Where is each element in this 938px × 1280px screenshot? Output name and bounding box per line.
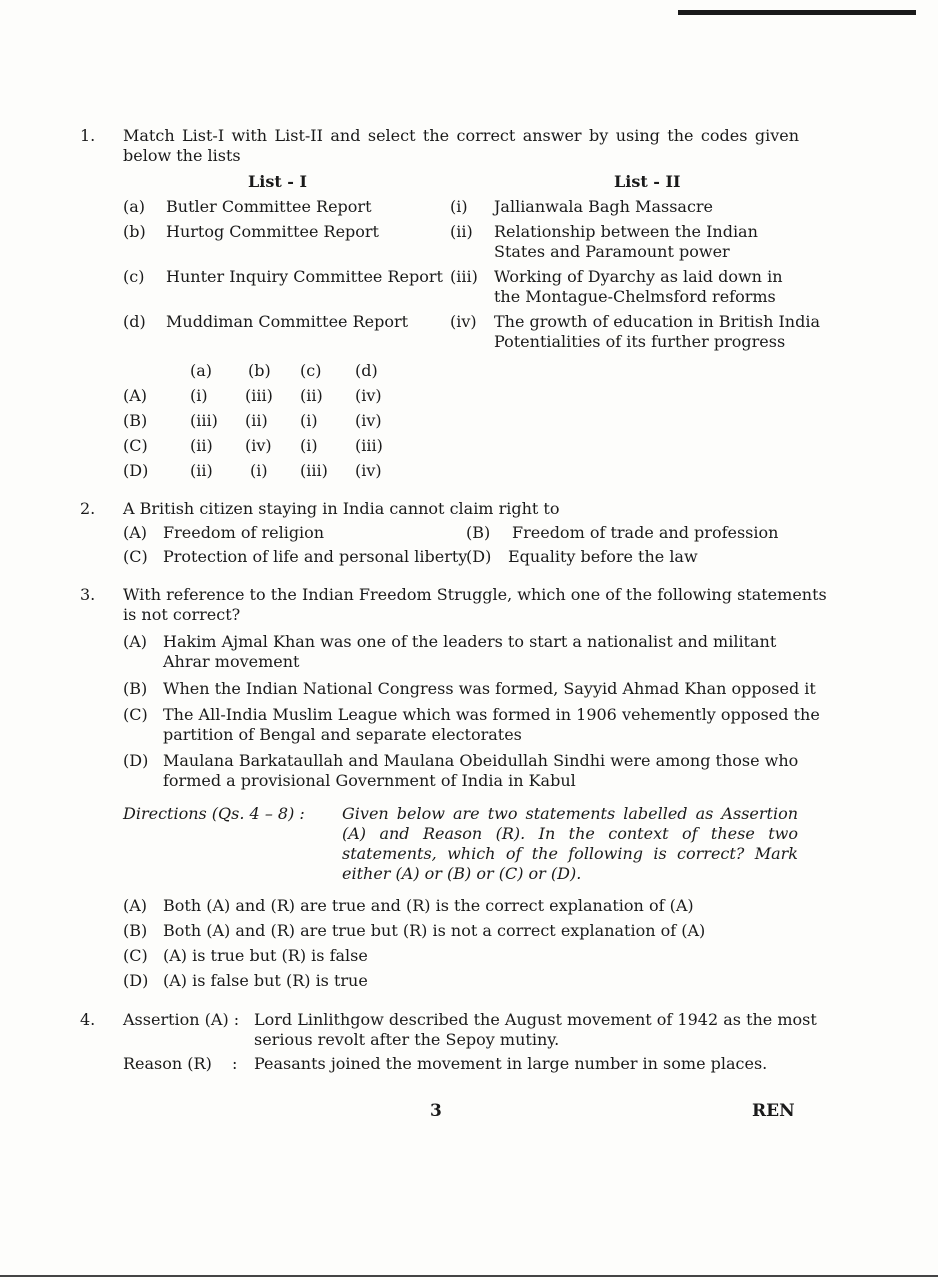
assertion-text: Lord Linlithgow described the August movement of 1942 as the most — [254, 1010, 817, 1029]
codes-header: (b) — [248, 361, 271, 380]
reason-text: Peasants joined the movement in large number in some places. — [254, 1054, 768, 1073]
q3-option: Maulana Barkataullah and Maulana Obeidullah Sindhi were among those who — [163, 751, 799, 770]
ar-option-key: (A) — [123, 896, 148, 915]
q3-option: Hakim Ajmal Khan was one of the leaders to start a nationalist and militant — [163, 632, 777, 651]
list2-key: (ii) — [450, 222, 473, 241]
q3-option-key: (D) — [123, 751, 149, 770]
code-value: (iii) — [245, 386, 273, 405]
code-option: (A) — [123, 386, 148, 405]
list2-key: (i) — [450, 197, 468, 216]
code-value: (i) — [250, 461, 268, 480]
list2-item-cont: States and Paramount power — [494, 242, 730, 261]
code-value: (i) — [190, 386, 208, 405]
ar-option: Both (A) and (R) are true but (R) is not a correct explanation of (A) — [163, 921, 706, 940]
reason-colon: : — [232, 1054, 238, 1073]
q1-number: 1. — [80, 126, 96, 145]
q2-option-key: (A) — [123, 523, 148, 542]
top-rule — [678, 10, 916, 15]
q3-option-cont: formed a provisional Government of India in Kabul — [163, 771, 576, 790]
ar-option: (A) is true but (R) is false — [163, 946, 368, 965]
code-value: (iv) — [245, 436, 272, 455]
q2-prompt: A British citizen staying in India cannot claim right to — [123, 499, 560, 518]
code-option: (C) — [123, 436, 148, 455]
code-value: (ii) — [245, 411, 268, 430]
directions-text: Given below are two statements labelled as Assertion (A) and Reason (R). In the context of these two statements, which of the following is correct? Mark either (A) or (B) or (C) or (D). — [342, 804, 798, 883]
list2-item: Working of Dyarchy as laid down in — [494, 267, 783, 286]
page-number: 3 — [430, 1101, 442, 1121]
list2-item-cont: the Montague-Chelmsford reforms — [494, 287, 776, 306]
list1-item: Muddiman Committee Report — [166, 312, 409, 331]
list2-item: Jallianwala Bagh Massacre — [494, 197, 714, 216]
q2-option-key: (D) — [466, 547, 492, 566]
q3-prompt-cont: is not correct? — [123, 605, 241, 624]
q3-option: The All-India Muslim League which was formed in 1906 vehemently opposed the — [163, 705, 820, 724]
directions-label: Directions (Qs. 4 – 8) : — [123, 804, 305, 823]
reason-label: Reason (R) — [123, 1054, 212, 1073]
q3-option: When the Indian National Congress was formed, Sayyid Ahmad Khan opposed it — [163, 679, 816, 698]
bottom-rule — [0, 1275, 938, 1277]
list1-key: (c) — [123, 267, 145, 286]
ar-option-key: (B) — [123, 921, 148, 940]
list1-item: Hurtog Committee Report — [166, 222, 379, 241]
q2-option-key: (B) — [466, 523, 491, 542]
code-value: (i) — [300, 411, 318, 430]
booklet-code: REN — [752, 1101, 795, 1121]
list2-item: Relationship between the Indian — [494, 222, 758, 241]
list2-item-cont: Potentialities of its further progress — [494, 332, 786, 351]
assertion-label: Assertion (A) : — [123, 1010, 240, 1029]
list1-item: Hunter Inquiry Committee Report — [166, 267, 443, 286]
list1-key: (d) — [123, 312, 146, 331]
q3-option-key: (A) — [123, 632, 148, 651]
code-value: (ii) — [190, 461, 213, 480]
list2-heading: List - II — [614, 172, 681, 191]
code-value: (i) — [300, 436, 318, 455]
code-value: (iii) — [355, 436, 383, 455]
ar-option: (A) is false but (R) is true — [163, 971, 368, 990]
code-value: (iii) — [190, 411, 218, 430]
q3-option-cont: Ahrar movement — [163, 652, 300, 671]
list1-key: (b) — [123, 222, 146, 241]
code-option: (B) — [123, 411, 148, 430]
code-value: (iv) — [355, 386, 382, 405]
code-value: (iii) — [300, 461, 328, 480]
ar-option: Both (A) and (R) are true and (R) is the correct explanation of (A) — [163, 896, 694, 915]
codes-header: (d) — [355, 361, 378, 380]
ar-option-key: (D) — [123, 971, 149, 990]
q2-number: 2. — [80, 499, 96, 518]
q3-number: 3. — [80, 585, 96, 604]
q2-option: Equality before the law — [508, 547, 698, 566]
q3-option-cont: partition of Bengal and separate electorates — [163, 725, 522, 744]
code-value: (iv) — [355, 411, 382, 430]
q3-prompt: With reference to the Indian Freedom Struggle, which one of the following statements — [123, 585, 827, 604]
q2-option: Freedom of religion — [163, 523, 325, 542]
code-value: (ii) — [300, 386, 323, 405]
list2-key: (iv) — [450, 312, 477, 331]
ar-option-key: (C) — [123, 946, 148, 965]
q1-prompt: Match List-I with List-II and select the correct answer by using the codes given below the lists — [123, 126, 799, 165]
q3-option-key: (B) — [123, 679, 148, 698]
list1-item: Butler Committee Report — [166, 197, 372, 216]
code-value: (ii) — [190, 436, 213, 455]
q2-option-key: (C) — [123, 547, 148, 566]
code-value: (iv) — [355, 461, 382, 480]
codes-header: (c) — [300, 361, 322, 380]
q3-option-key: (C) — [123, 705, 148, 724]
list2-key: (iii) — [450, 267, 478, 286]
q2-option: Freedom of trade and profession — [512, 523, 779, 542]
q4-number: 4. — [80, 1010, 96, 1029]
assertion-text-cont: serious revolt after the Sepoy mutiny. — [254, 1030, 560, 1049]
codes-header: (a) — [190, 361, 213, 380]
list1-heading: List - I — [248, 172, 307, 191]
list1-key: (a) — [123, 197, 146, 216]
q2-option: Protection of life and personal liberty — [163, 547, 468, 566]
code-option: (D) — [123, 461, 149, 480]
list2-item: The growth of education in British India — [494, 312, 820, 331]
